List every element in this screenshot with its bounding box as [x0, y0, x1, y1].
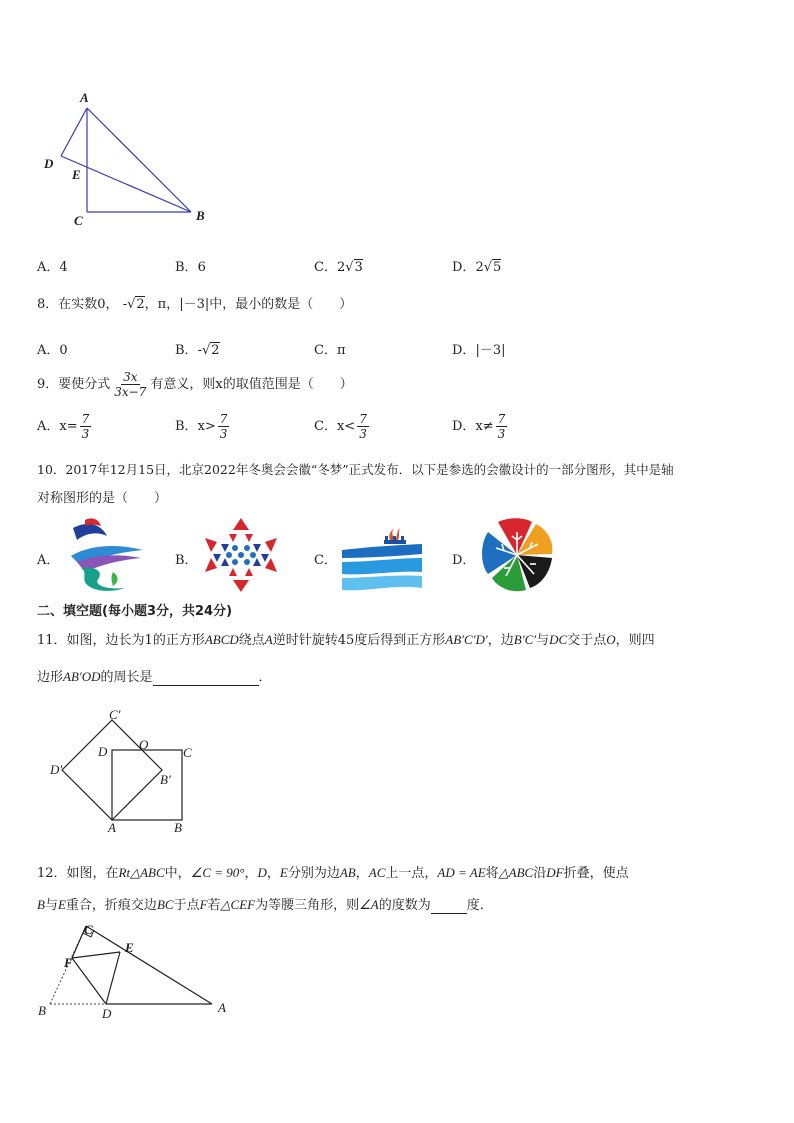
q10-option-d-label[interactable]: D． — [452, 553, 476, 568]
q12-label-A: A — [218, 1000, 226, 1015]
q8-option-d[interactable]: D．|－3| — [452, 343, 506, 358]
label-E: E — [72, 167, 81, 182]
q11-label-A: A — [108, 820, 116, 835]
q11-label-B: B — [174, 820, 182, 835]
q11-label-C: C — [183, 745, 192, 760]
q11-stem-line2: 边形AB′OD的周长是 ． — [37, 669, 272, 685]
q7-option-d[interactable]: D．2√5 — [452, 260, 502, 275]
q7-option-b[interactable]: B．6 — [175, 260, 206, 275]
q12-label-E: E — [125, 940, 134, 955]
q12-label-B: B — [38, 1003, 46, 1018]
q11-label-Dp: D′ — [50, 762, 63, 777]
q10-option-a-label[interactable]: A． — [37, 553, 60, 568]
q11-answer-blank[interactable] — [153, 671, 259, 686]
figure-q11-squares — [40, 700, 220, 840]
q7-option-c[interactable]: C．2√3 — [314, 260, 363, 275]
q11-label-Cp: C′ — [109, 707, 121, 722]
q8-option-a[interactable]: A．0 — [37, 343, 68, 358]
label-C: C — [74, 213, 83, 228]
q12-stem-line1: 12．如图，在Rt△ABC中，∠C = 90°，D，E分别为边AB，AC上一点，AD = AE将△ABC沿DF折叠，使点 — [37, 865, 629, 881]
q10-stem-line2: 对称图形的是（ ） — [37, 491, 168, 506]
q9-option-d[interactable]: D． x≠ $\frac{7}{3}$ — [452, 412, 506, 441]
label-B: B — [196, 208, 205, 223]
q10-stem-line1: 10．2017年12月15日，北京2022年冬奥会会徽“冬梦”正式发布．以下是参选的会徽设计的一部分图形，其中是轴 — [37, 462, 674, 477]
figure-q7-triangle — [36, 84, 216, 234]
logo-option-a[interactable] — [63, 514, 148, 594]
q10-option-b-label[interactable]: B． — [175, 553, 198, 568]
label-D: D — [44, 156, 54, 171]
logo-option-d[interactable] — [476, 514, 558, 596]
logo-option-c[interactable] — [338, 514, 426, 596]
q8-option-b[interactable]: B．-√2 — [175, 343, 220, 358]
q12-label-D: D — [102, 1006, 112, 1021]
q12-stem-line2: B与E重合，折痕交边BC于点F若△CEF为等腰三角形，则∠A的度数为 度． — [37, 897, 493, 913]
q10-option-c-label[interactable]: C． — [314, 553, 337, 568]
q11-label-O: O — [139, 737, 149, 752]
q11-label-Bp: B′ — [160, 772, 171, 787]
logo-option-b[interactable] — [201, 516, 281, 594]
q8-stem: 8．在实数0， -√2，π，|－3|中，最小的数是（ ） — [37, 297, 353, 312]
q11-stem-line1: 11．如图，边长为1的正方形ABCD绕点A逆时针旋转45度后得到正方形AB′C′D′，边B′C′与DC交于点O，则四 — [37, 632, 655, 648]
q12-answer-blank[interactable] — [431, 899, 467, 914]
q11-label-D: D — [98, 744, 108, 759]
q12-label-F: F — [64, 955, 73, 970]
section-2-heading: 二、填空题(每小题3分，共24分) — [37, 604, 233, 619]
q9-stem: 9．要使分式 $\frac{3x}{3x-7}$ 有意义，则x的取值范围是（ ） — [37, 370, 353, 399]
q7-option-a[interactable]: A．4 — [37, 260, 68, 275]
label-A: A — [80, 90, 89, 105]
q8-option-c[interactable]: C．π — [314, 343, 346, 358]
q12-label-C: C — [84, 922, 93, 937]
q9-option-b[interactable]: B． x> $\frac{7}{3}$ — [175, 412, 228, 441]
q9-option-c[interactable]: C． x< $\frac{7}{3}$ — [314, 412, 367, 441]
q9-option-a[interactable]: A． x= $\frac{7}{3}$ — [37, 412, 90, 441]
